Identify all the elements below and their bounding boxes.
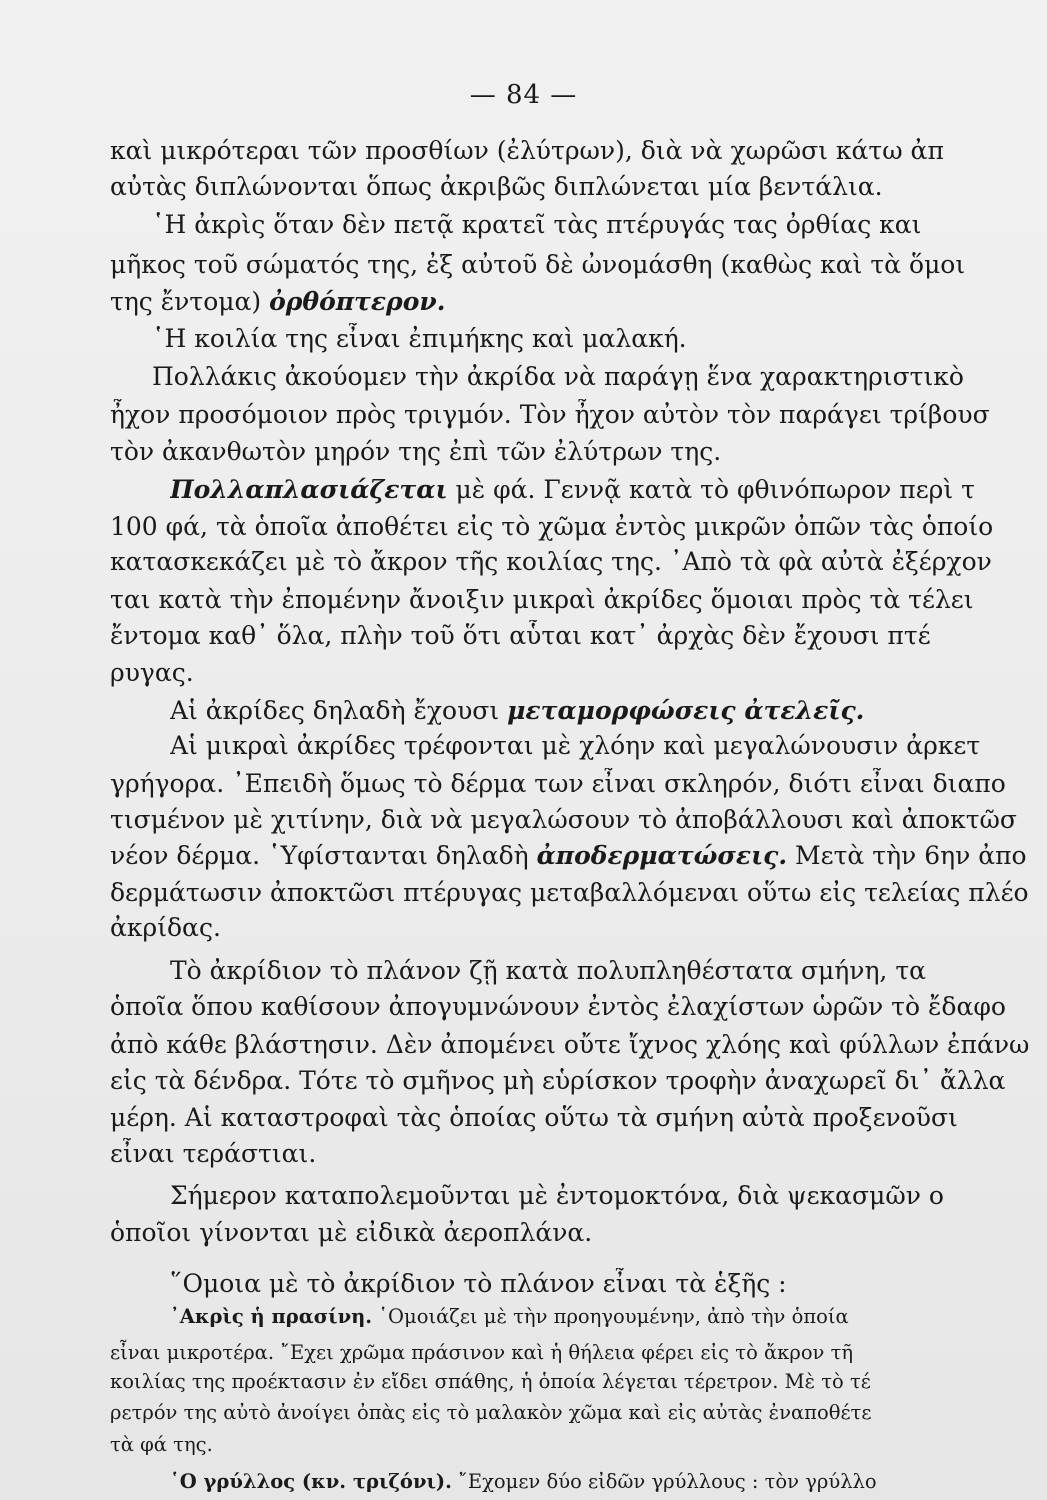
text-line [110,249,1045,281]
text-segment: Σήμερον καταπολεμοῦνται μὲ ἐντομοκτόνα, διὰ ψεκασμῶν ο [170,1181,944,1210]
text-segment: τισμένον μὲ χιτίνην, διὰ νὰ μεγαλώσουν τὸ ἀποβάλλουσι καὶ ἀποκτῶσ [110,805,1017,834]
text-line [110,1138,1045,1170]
emphasized-term: ᾿Ακρὶς ἡ πρασίνη. [170,1305,373,1328]
text-segment: Μετὰ τὴν 6ην ἀπο [787,841,1027,870]
text-segment: ἦχον προσόμοιον πρὸς τριγμόν. Τὸν ἦχον αὐτὸν τὸν παράγει τρίβουσ [110,400,990,429]
text-segment: αὐτὰς διπλώνονται ὅπως ἀκριβῶς διπλώνεται μία βεντάλια. [110,172,883,201]
emphasized-term: μεταμορφώσεις ἀτελεῖς. [507,696,865,725]
emphasized-term: ἀποδερματώσεις. [536,841,788,870]
text-segment: εἶναι μικροτέρα. ῎Εχει χρῶμα πράσινον καὶ ἡ θήλεια φέρει εἰς τὸ ἄκρον τῆ [110,1341,854,1364]
text-line [110,1065,1045,1097]
text-line [170,1268,1045,1300]
text-line [170,474,1045,506]
text-line [110,135,1045,167]
text-segment: μὲ φά. Γεννᾷ κατὰ τὸ φθινόπωρον περὶ τ [447,475,975,504]
text-line [110,1029,1045,1061]
emphasized-term: Πολλαπλασιάζεται [170,475,448,504]
text-line [110,912,1045,944]
text-segment: γρήγορα. ᾿Επειδὴ ὅμως τὸ δέρμα των εἶναι σκληρόν, διότι εἶναι διαπο [110,769,1006,798]
text-line [152,209,1045,241]
text-line [110,1217,1045,1249]
text-segment: τὸν ἀκανθωτὸν μηρόν της ἐπὶ τῶν ἐλύτρων της. [110,437,722,466]
text-segment: ῎Εχομεν δύο εἰδῶν γρύλλους : τὸν γρύλλο [451,1470,877,1493]
text-segment: δερμάτωσιν ἀποκτῶσι πτέρυγας μεταβαλλόμεναι οὕτω εἰς τελείας πλέο [110,878,1029,907]
text-line [110,1102,1045,1134]
text-line [110,1366,1045,1398]
text-line [110,436,1045,468]
text-line [110,1397,1045,1429]
text-line [110,768,1045,800]
text-segment: μῆκος τοῦ σώματός της, ἐξ αὐτοῦ δὲ ὠνομάσθη (καθὼς καὶ τὰ ὅμοι [110,250,966,279]
text-segment: ῾Η ἀκρὶς ὅταν δὲν πετᾷ κρατεῖ τὰς πτέρυγάς τας ὀρθίας και [152,210,922,239]
text-segment: ὁποῖοι γίνονται μὲ εἰδικὰ ἀεροπλάνα. [110,1218,593,1247]
text-segment: κατασκεκάζει μὲ τὸ ἄκρον τῆς κοιλίας της. ᾿Απὸ τὰ φὰ αὐτὰ ἐξέρχον [110,547,992,576]
text-segment: μέρη. Αἱ καταστροφαὶ τὰς ὁποίας οὕτω τὰ σμήνη αὐτὰ προξενοῦσι [110,1103,958,1132]
text-segment: εἰς τὰ δένδρα. Τότε τὸ σμῆνος μὴ εὑρίσκον τροφὴν ἀναχωρεῖ δι᾿ ἄλλα [110,1066,1006,1095]
text-line [110,584,1045,616]
text-line [170,1301,1045,1333]
text-line [152,323,1045,355]
text-line [110,804,1045,836]
text-segment: ῾Ομοιάζει μὲ τὴν προηγουμένην, ἀπὸ τὴν ὁποία [372,1305,849,1328]
text-segment: 100 φά, τὰ ὁποῖα ἀποθέτει εἰς τὸ χῶμα ἐντὸς μικρῶν ὀπῶν τὰς ὁποίο [110,512,994,541]
text-line [170,1180,1045,1212]
text-line [110,877,1045,909]
text-line [110,399,1045,431]
text-line [110,511,1045,543]
text-segment: ὁποῖα ὅπου καθίσουν ἀπογυμνώνουν ἐντὸς ἐλαχίστων ὡρῶν τὸ ἔδαφο [110,992,1006,1021]
text-line [170,1466,1045,1498]
text-line [110,286,1045,318]
text-segment: Τὸ ἀκρίδιον τὸ πλάνον ζῇ κατὰ πολυπληθέστατα σμήνη, τα [170,956,927,985]
text-segment: ρετρόν της αὐτὸ ἀνοίγει ὀπὰς εἰς τὸ μαλακὸν χῶμα καὶ εἰς αὐτὰς ἐναποθέτε [110,1401,872,1424]
text-segment: ῞Ομοια μὲ τὸ ἀκρίδιον τὸ πλάνον εἶναι τὰ ἑξῆς : [170,1269,787,1298]
text-line [170,730,1045,762]
text-segment: ἔντομα καθ᾿ ὅλα, πλὴν τοῦ ὅτι αὗται κατ᾿ ἀρχὰς δὲν ἔχουσι πτέ [110,621,931,650]
text-line [110,620,1045,652]
text-line [110,991,1045,1023]
text-segment: Αἱ ἀκρίδες δηλαδὴ ἔχουσι [170,696,508,725]
page-number: — 84 — [469,80,578,110]
text-line [110,1337,1045,1369]
text-line [110,657,1045,689]
text-segment: καὶ μικρότεραι τῶν προσθίων (ἐλύτρων), διὰ νὰ χωρῶσι κάτω ἀπ [110,136,944,165]
emphasized-term: ὀρθόπτερον. [269,287,446,316]
text-segment: ἀπὸ κάθε βλάστησιν. Δὲν ἀπομένει οὔτε ἴχνος χλόης καὶ φύλλων ἐπάνω [110,1030,1030,1059]
text-segment: νέον δέρμα. ῾Υφίστανται δηλαδὴ [110,841,537,870]
text-segment: Αἱ μικραὶ ἀκρίδες τρέφονται μὲ χλόην καὶ μεγαλώνουσιν ἀρκετ [170,731,981,760]
text-segment: της ἔντομα) [110,287,270,316]
text-line [110,171,1045,203]
emphasized-term: ῾Ο γρύλλος (κν. τριζόνι). [170,1470,452,1493]
text-segment: τὰ φά της. [110,1433,213,1456]
text-line [152,361,1045,393]
text-line [170,695,1045,727]
text-segment: ἀκρίδας. [110,913,221,942]
text-segment: ται κατὰ τὴν ἐπομένην ἄνοιξιν μικραὶ ἀκρίδες ὅμοιαι πρὸς τὰ τέλει [110,585,974,614]
text-segment: εἶναι τεράστιαι. [110,1139,317,1168]
text-segment: κοιλίας της προέκτασιν ἐν εἴδει σπάθης, ἡ ὁποία λέγεται τέρετρον. Μὲ τὸ τέ [110,1370,871,1393]
text-line [110,1429,1045,1461]
text-segment: Πολλάκις ἀκούομεν τὴν ἀκρίδα νὰ παράγῃ ἕνα χαρακτηριστικὸ [152,362,964,391]
text-line [170,955,1045,987]
text-line [110,840,1045,872]
text-segment: ρυγας. [110,658,194,687]
text-line [110,546,1045,578]
text-segment: ῾Η κοιλία της εἶναι ἐπιμήκης καὶ μαλακή. [152,324,687,353]
